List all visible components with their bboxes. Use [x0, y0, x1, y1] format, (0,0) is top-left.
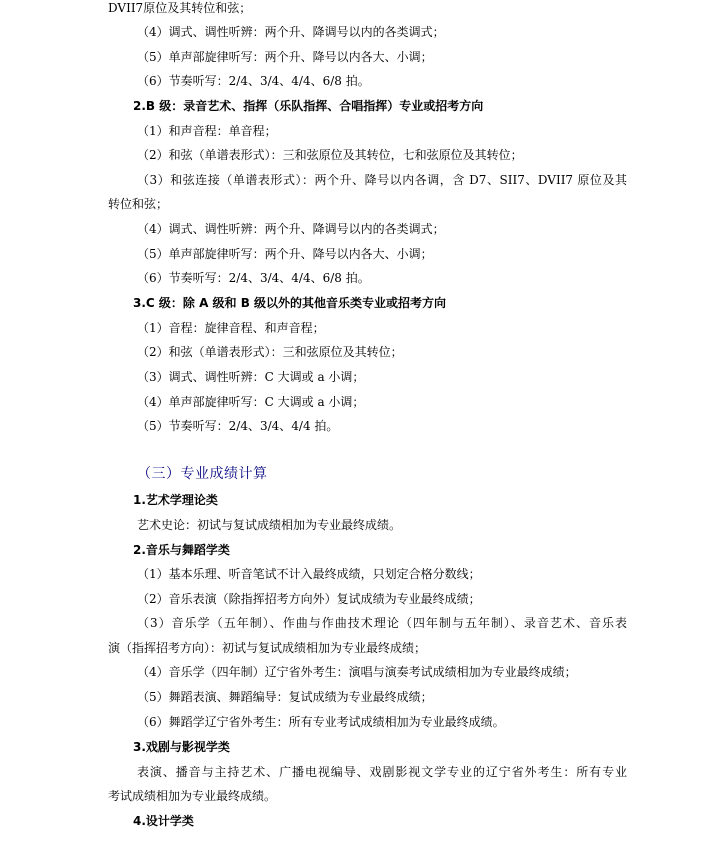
subheading: 4.设计学类	[133, 814, 194, 828]
text-line: 转位和弦；	[108, 197, 169, 211]
text-line: （1）音程：旋律音程、和声音程；	[137, 321, 325, 335]
text-line: （5）单声部旋律听写：两个升、降号以内各大、小调；	[137, 50, 433, 64]
subheading: 3.C 级：除 A 级和 B 级以外的其他音乐类专业或招考方向	[133, 296, 447, 310]
text-line: （5）节奏听写：2/4、3/4、4/4 拍。	[137, 419, 339, 433]
subheading: 2.B 级：录音艺术、指挥（乐队指挥、合唱指挥）专业或招考方向	[133, 99, 484, 113]
text-line: （4）调式、调性听辨：两个升、降调号以内的各类调式；	[137, 222, 445, 236]
text-line: （1）基本乐理、听音笔试不计入最终成绩，只划定合格分数线；	[137, 567, 481, 581]
subheading: 2.音乐与舞蹈学类	[133, 543, 230, 557]
text-line: （3）调式、调性听辨：C 大调或 a 小调；	[137, 370, 365, 384]
text-line: （5）舞蹈表演、舞蹈编导：复试成绩为专业最终成绩；	[137, 690, 433, 704]
text-line: （2）和弦（单谱表形式）：三和弦原位及其转位；	[137, 345, 403, 359]
text-line: （2）和弦（单谱表形式）：三和弦原位及其转位，七和弦原位及其转位；	[137, 148, 523, 162]
text-line: DVII7原位及其转位和弦；	[108, 1, 252, 15]
text-line: 考试成绩相加为专业最终成绩。	[108, 789, 277, 803]
text-line: （6）舞蹈学辽宁省外考生：所有专业考试成绩相加为专业最终成绩。	[137, 715, 505, 729]
text-line: （3）和弦连接（单谱表形式）：两个升、降号以内各调，含 D7、SII7、DVII7 原位及其	[137, 173, 627, 187]
subheading: 3.戏剧与影视学类	[133, 740, 230, 754]
subheading: 1.艺术学理论类	[133, 493, 218, 507]
text-line: （2）音乐表演（除指挥招考方向外）复试成绩为专业最终成绩；	[137, 592, 481, 606]
text-line: 表演、播音与主持艺术、广播电视编导、戏剧影视文学专业的辽宁省外考生：所有专业	[137, 765, 627, 779]
text-line: （4）单声部旋律听写：C 大调或 a 小调；	[137, 395, 365, 409]
text-line: （5）单声部旋律听写：两个升、降号以内各大、小调；	[137, 247, 433, 261]
text-line: 艺术史论：初试与复试成绩相加为专业最终成绩。	[137, 518, 402, 532]
section-heading: （三）专业成绩计算	[137, 466, 268, 482]
text-line: （6）节奏听写：2/4、3/4、4/4、6/8 拍。	[137, 271, 370, 285]
text-line: （4）调式、调性听辨：两个升、降调号以内的各类调式；	[137, 25, 445, 39]
text-line: （1）和声音程：单音程；	[137, 124, 277, 138]
text-line: （4）音乐学（四年制）辽宁省外考生：演唱与演奏考试成绩相加为专业最终成绩；	[137, 665, 577, 679]
text-line: （3）音乐学（五年制）、作曲与作曲技术理论（四年制与五年制）、录音艺术、音乐表	[137, 616, 627, 630]
text-line: 演（指挥招考方向）：初试与复试成绩相加为专业最终成绩；	[108, 641, 427, 655]
text-line: （6）节奏听写：2/4、3/4、4/4、6/8 拍。	[137, 74, 370, 88]
